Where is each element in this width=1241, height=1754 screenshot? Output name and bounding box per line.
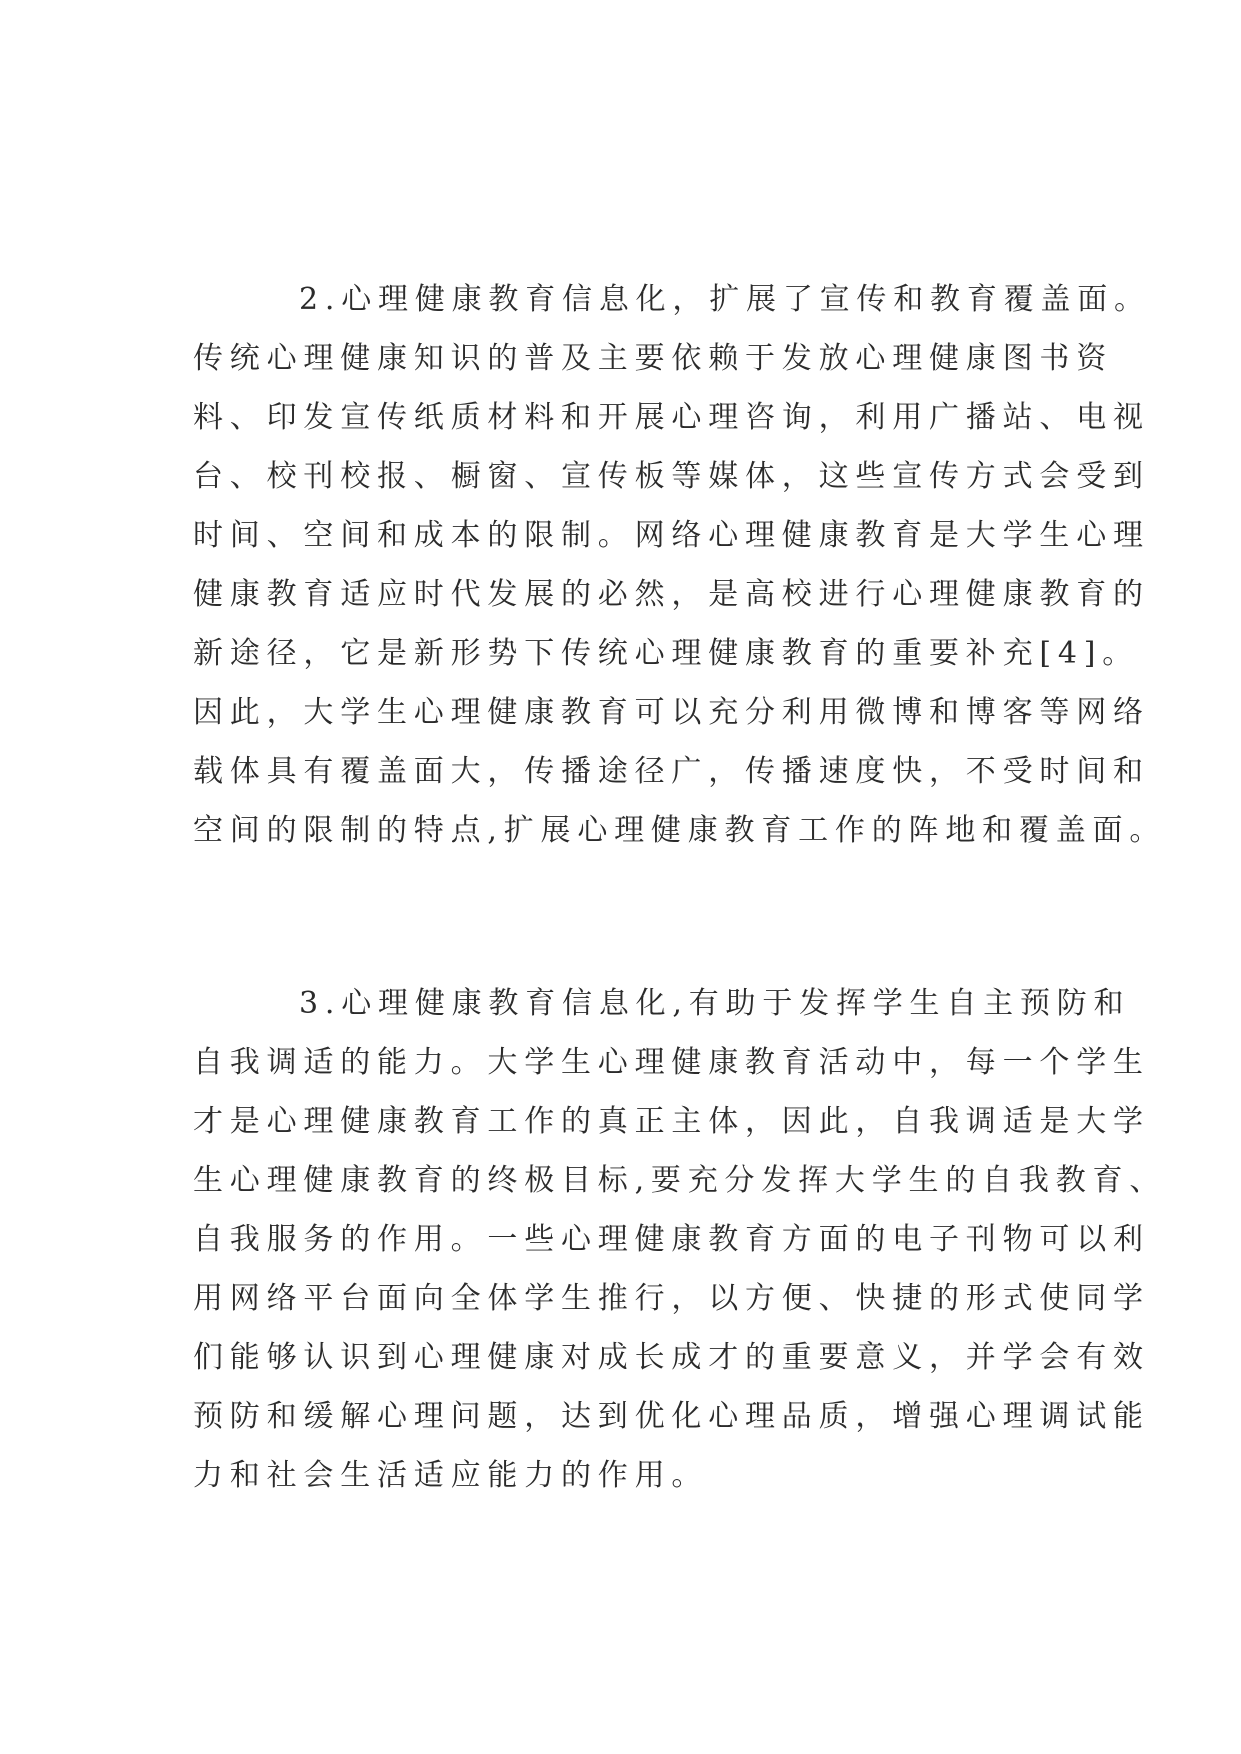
paragraph-line: 传统心理健康知识的普及主要依赖于发放心理健康图书资 <box>193 341 1113 376</box>
paragraph-line: 新途径，它是新形势下传统心理健康教育的重要补充[4]。 <box>193 636 1140 671</box>
paragraph-line: 载体具有覆盖面大，传播途径广，传播速度快，不受时间和 <box>193 754 1150 789</box>
paragraph-line: 3.心理健康教育信息化,有助于发挥学生自主预防和 <box>299 986 1131 1021</box>
paragraph-line: 健康教育适应时代发展的必然，是高校进行心理健康教育的 <box>193 577 1150 612</box>
paragraph-line: 自我调适的能力。大学生心理健康教育活动中，每一个学生 <box>193 1045 1150 1080</box>
paragraph-line: 们能够认识到心理健康对成长成才的重要意义，并学会有效 <box>193 1340 1150 1375</box>
paragraph-line: 空间的限制的特点,扩展心理健康教育工作的阵地和覆盖面。 <box>193 813 1167 848</box>
paragraph-line: 料、印发宣传纸质材料和开展心理咨询，利用广播站、电视 <box>193 400 1150 435</box>
paragraph-line: 台、校刊校报、橱窗、宣传板等媒体，这些宣传方式会受到 <box>193 459 1150 494</box>
paragraph-line: 用网络平台面向全体学生推行，以方便、快捷的形式使同学 <box>193 1281 1150 1316</box>
paragraph-line: 时间、空间和成本的限制。网络心理健康教育是大学生心理 <box>193 518 1150 553</box>
paragraph-3 <box>193 974 1167 1505</box>
paragraph-line: 预防和缓解心理问题，达到优化心理品质，增强心理调试能 <box>193 1399 1150 1434</box>
paragraph-line: 因此，大学生心理健康教育可以充分利用微博和博客等网络 <box>193 695 1150 730</box>
paragraph-line: 力和社会生活适应能力的作用。 <box>193 1458 709 1493</box>
paragraph-line: 2.心理健康教育信息化，扩展了宣传和教育覆盖面。 <box>299 282 1151 317</box>
paragraph-line: 生心理健康教育的终极目标,要充分发挥大学生的自我教育、 <box>193 1163 1167 1198</box>
paragraph-2 <box>193 270 1167 860</box>
paragraph-line: 自我服务的作用。一些心理健康教育方面的电子刊物可以利 <box>193 1222 1150 1257</box>
paragraph-line: 才是心理健康教育工作的真正主体，因此，自我调适是大学 <box>193 1104 1150 1139</box>
